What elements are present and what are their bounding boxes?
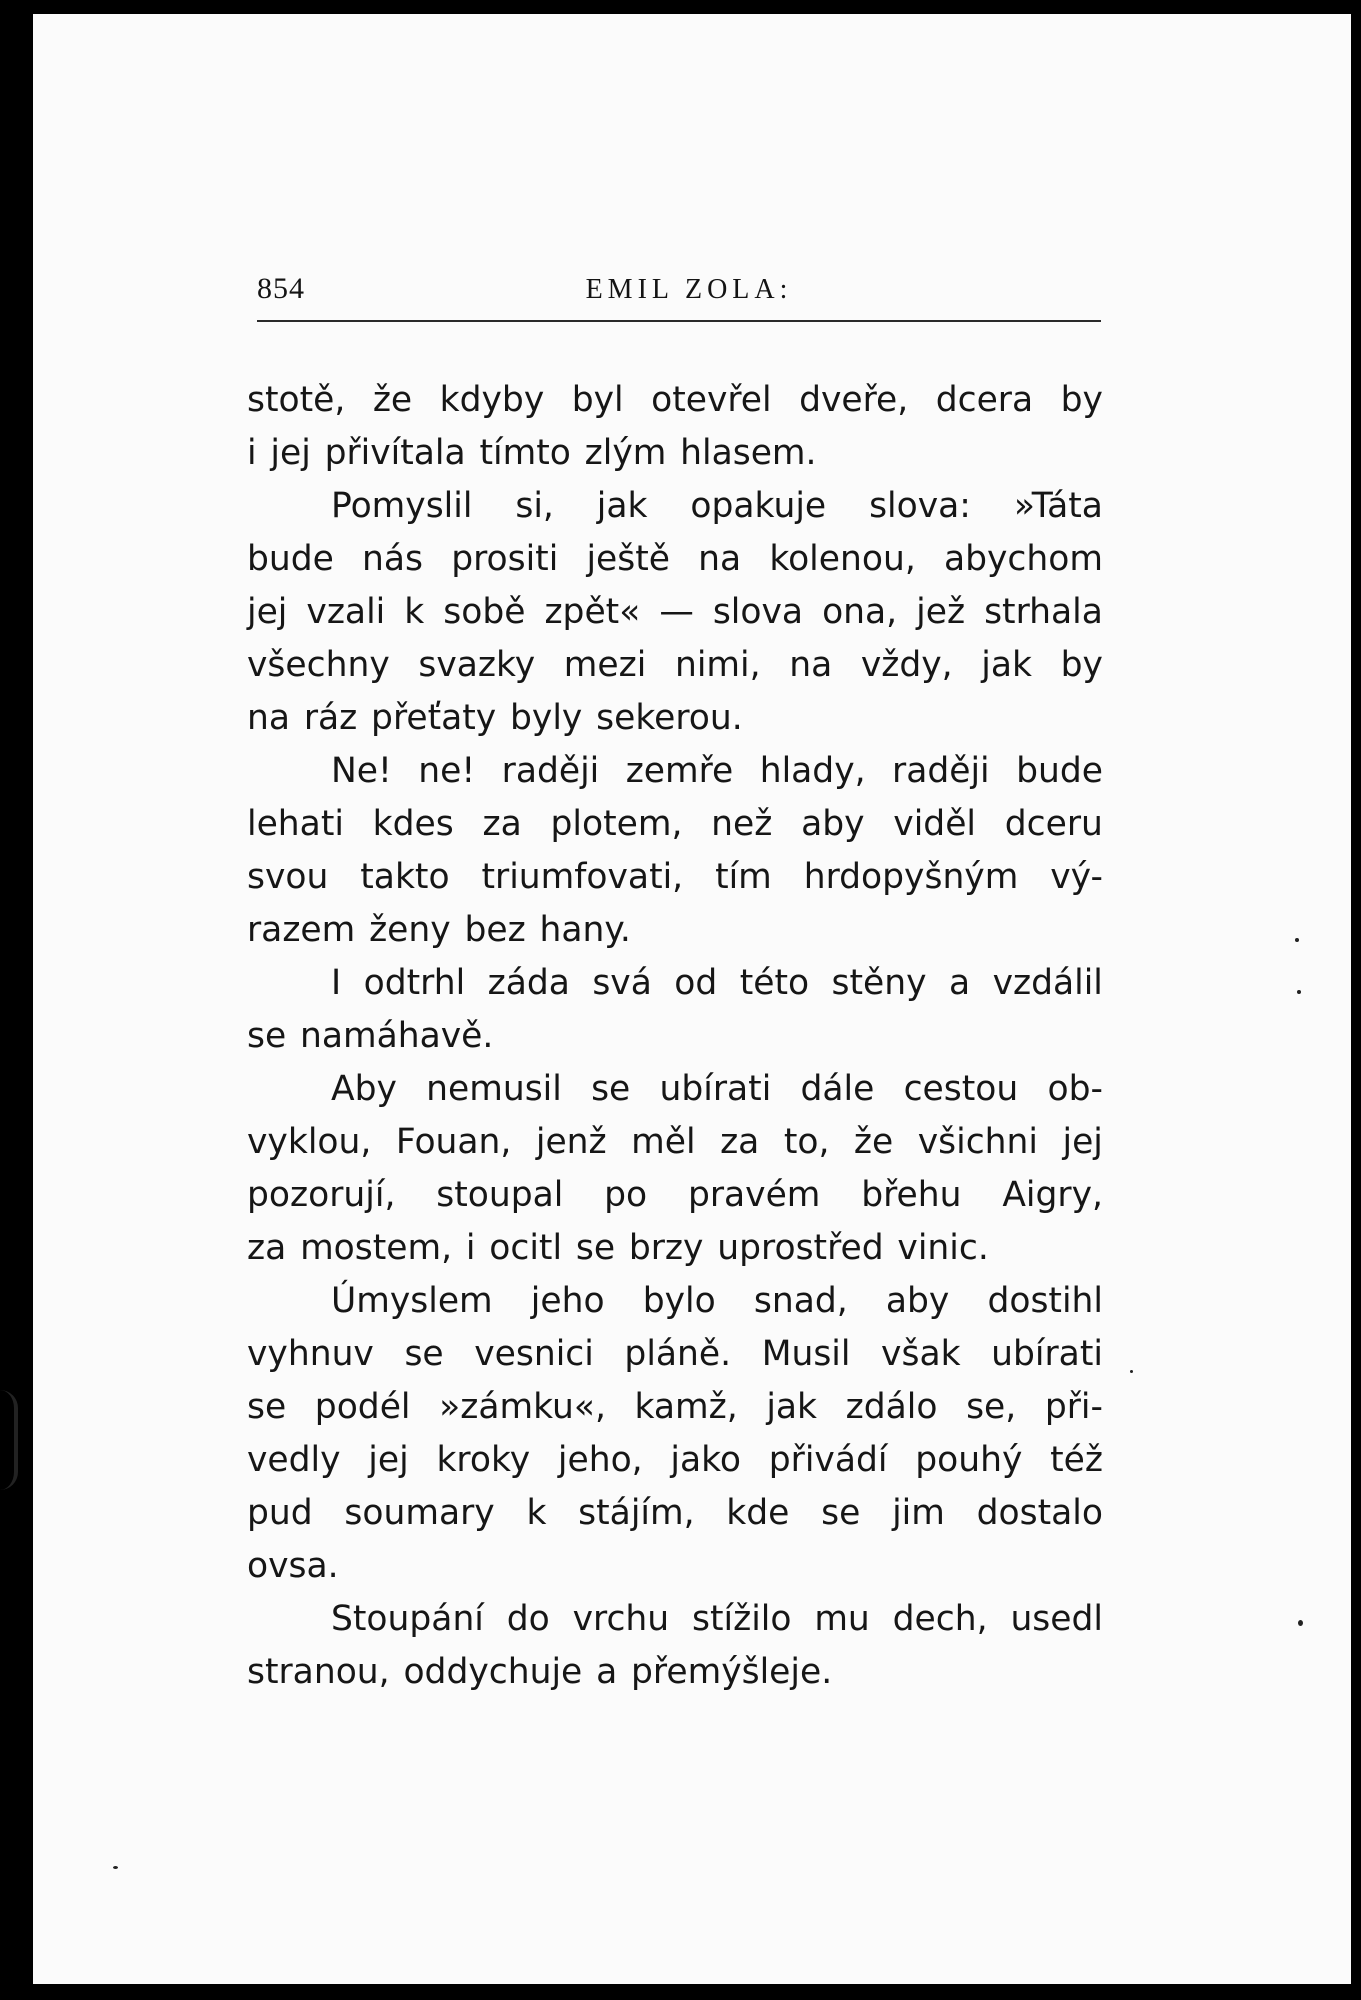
word: se xyxy=(591,1069,631,1109)
word: na xyxy=(247,698,291,738)
word: hrdopyšným xyxy=(803,857,1019,897)
word: jeho, xyxy=(557,1440,643,1480)
word: cestou xyxy=(903,1069,1019,1109)
text-line xyxy=(247,1116,1103,1169)
word: se xyxy=(247,1016,287,1056)
word: vedly xyxy=(247,1440,341,1480)
word: a xyxy=(948,963,971,1003)
word: Pomyslil xyxy=(331,486,473,526)
word: hlady, xyxy=(759,751,866,791)
word: nás xyxy=(362,539,424,579)
word: stájím, xyxy=(578,1493,695,1533)
word: vý- xyxy=(1050,857,1103,897)
word: sekerou. xyxy=(596,698,743,738)
page-edge-mark xyxy=(0,1390,18,1490)
word: za xyxy=(482,804,522,844)
word: se, xyxy=(966,1387,1017,1427)
word: však xyxy=(881,1334,961,1374)
word: přemýšleje. xyxy=(631,1652,833,1692)
text-line xyxy=(247,851,1103,904)
word: zlým xyxy=(584,433,667,473)
text-line xyxy=(247,692,1103,745)
word: kolenou, xyxy=(769,539,916,579)
word: jak xyxy=(766,1387,818,1427)
word: kdyby xyxy=(439,380,545,420)
running-title: EMIL ZOLA: xyxy=(585,274,793,305)
text-line xyxy=(247,957,1103,1010)
word: byl xyxy=(571,380,624,420)
word: aby xyxy=(801,804,865,844)
word: i xyxy=(465,1228,476,1268)
word: »Táta xyxy=(1013,486,1103,526)
word: snad, xyxy=(753,1281,848,1321)
text-line xyxy=(247,1434,1103,1487)
text-line xyxy=(247,586,1103,639)
word: jak xyxy=(981,645,1032,685)
word: k xyxy=(404,592,425,632)
word: prositi xyxy=(451,539,559,579)
word: dostihl xyxy=(987,1281,1103,1321)
word: k xyxy=(526,1493,547,1533)
text-line xyxy=(247,1646,1103,1699)
word: tím xyxy=(715,857,772,897)
word: všichni xyxy=(917,1122,1038,1162)
word: za xyxy=(720,1122,760,1162)
word: Aby xyxy=(331,1069,397,1109)
word: raději xyxy=(501,751,600,791)
word: že xyxy=(853,1122,894,1162)
word: této xyxy=(739,963,810,1003)
word: vesnici xyxy=(474,1334,594,1374)
word: než xyxy=(711,804,773,844)
page-header xyxy=(257,262,1101,322)
text-line xyxy=(247,1540,1103,1593)
word: přeťaty xyxy=(371,698,497,738)
word: stoupal xyxy=(436,1175,564,1215)
word: usedl xyxy=(1010,1599,1103,1639)
word: Úmyslem xyxy=(331,1281,493,1321)
word: od xyxy=(674,963,718,1003)
speck-mark xyxy=(1295,938,1299,942)
word: Stoupání xyxy=(331,1599,484,1639)
word: přivádí xyxy=(768,1440,888,1480)
word: raději xyxy=(892,751,990,791)
word: se xyxy=(247,1387,287,1427)
text-line xyxy=(247,1328,1103,1381)
text-line xyxy=(247,798,1103,851)
word: dveře, xyxy=(799,380,909,420)
word: všechny xyxy=(247,645,390,685)
word: ob- xyxy=(1047,1069,1103,1109)
word: do xyxy=(506,1599,550,1639)
word: razem xyxy=(247,910,356,950)
word: jenž xyxy=(535,1122,607,1162)
word: stotě, xyxy=(247,380,346,420)
word: opakuje xyxy=(690,486,827,526)
word: hany. xyxy=(539,910,631,950)
word: se xyxy=(575,1228,616,1268)
word: ona, xyxy=(822,592,898,632)
word: tímto xyxy=(479,433,571,473)
word: nemusil xyxy=(426,1069,562,1109)
word: kamž, xyxy=(634,1387,738,1427)
text-line xyxy=(247,427,1103,480)
word: břehu xyxy=(861,1175,962,1215)
word: Fouan, xyxy=(395,1122,512,1162)
word: strhala xyxy=(984,592,1103,632)
word: též xyxy=(1050,1440,1103,1480)
word: vzdálil xyxy=(992,963,1103,1003)
word: ovsa. xyxy=(247,1546,339,1586)
word: a xyxy=(596,1652,618,1692)
word: i xyxy=(247,433,257,473)
word: pud xyxy=(247,1493,313,1533)
word: dostalo xyxy=(976,1493,1103,1533)
word: slova: xyxy=(869,486,971,526)
word: měl xyxy=(631,1122,696,1162)
text-line xyxy=(247,1169,1103,1222)
word: soumary xyxy=(344,1493,495,1533)
word: stranou, xyxy=(247,1652,390,1692)
word: jim xyxy=(892,1493,945,1533)
word: svazky xyxy=(418,645,536,685)
word: otevřel xyxy=(651,380,772,420)
word: takto xyxy=(360,857,450,897)
text-line xyxy=(247,745,1103,798)
word: se xyxy=(404,1334,444,1374)
text-line xyxy=(247,1222,1103,1275)
word: viděl xyxy=(893,804,977,844)
word: podél xyxy=(314,1387,411,1427)
text-line xyxy=(247,480,1103,533)
word: by xyxy=(1060,380,1103,420)
word: vzali xyxy=(306,592,386,632)
word: brzy xyxy=(628,1228,704,1268)
text-line xyxy=(247,1010,1103,1063)
word: bude xyxy=(1016,751,1103,791)
word: pláně. xyxy=(624,1334,732,1374)
word: pouhý xyxy=(915,1440,1023,1480)
word: přivítala xyxy=(324,433,466,473)
word: Aigry, xyxy=(1002,1175,1103,1215)
word: kdes xyxy=(372,804,454,844)
speck-mark xyxy=(113,1866,118,1869)
word: dcera xyxy=(935,380,1034,420)
word: Ne! xyxy=(331,751,392,791)
text-line xyxy=(247,1275,1103,1328)
word: ještě xyxy=(586,539,670,579)
word: odtrhl xyxy=(363,963,466,1003)
word: sobě xyxy=(443,592,526,632)
word: na xyxy=(789,645,833,685)
word: »zámku«, xyxy=(439,1387,606,1427)
word: stěny xyxy=(831,963,927,1003)
word: vyklou, xyxy=(247,1122,372,1162)
word: záda xyxy=(487,963,570,1003)
text-line xyxy=(247,1381,1103,1434)
speck-mark xyxy=(1130,1370,1133,1373)
text-line xyxy=(247,1593,1103,1646)
word: oddychuje xyxy=(403,1652,583,1692)
text-line xyxy=(247,1487,1103,1540)
word: zpět« xyxy=(544,592,641,632)
word: jej xyxy=(270,433,311,473)
text-line xyxy=(247,1063,1103,1116)
word: jej xyxy=(368,1440,409,1480)
word: plotem, xyxy=(550,804,683,844)
word: namáhavě. xyxy=(300,1016,494,1056)
word: jak xyxy=(596,486,648,526)
header-rule xyxy=(257,320,1101,322)
word: dále xyxy=(800,1069,875,1109)
word: hlasem. xyxy=(680,433,817,473)
word: kroky xyxy=(436,1440,531,1480)
word: mezi xyxy=(563,645,647,685)
body-text xyxy=(247,374,1103,1699)
word: ubírati xyxy=(991,1334,1103,1374)
word: pravém xyxy=(687,1175,821,1215)
speck-mark xyxy=(1297,990,1301,994)
word: lehati xyxy=(247,804,344,844)
word: jej xyxy=(247,592,288,632)
word: zdálo xyxy=(845,1387,938,1427)
speck-mark xyxy=(1298,1620,1303,1626)
word: jeho xyxy=(530,1281,605,1321)
word: vinic. xyxy=(897,1228,989,1268)
word: se xyxy=(821,1493,861,1533)
word: triumfovati, xyxy=(481,857,684,897)
word: vždy, xyxy=(860,645,953,685)
page-number: 854 xyxy=(257,272,305,305)
word: dceru xyxy=(1004,804,1103,844)
word: pozorují, xyxy=(247,1175,396,1215)
word: ocitl xyxy=(489,1228,563,1268)
word: byly xyxy=(510,698,583,738)
word: po xyxy=(604,1175,648,1215)
word: aby xyxy=(885,1281,950,1321)
word: vrchu xyxy=(572,1599,670,1639)
word: jej xyxy=(1062,1122,1103,1162)
word: I xyxy=(331,963,342,1003)
text-line xyxy=(247,904,1103,957)
word: slova xyxy=(712,592,804,632)
word: to, xyxy=(783,1122,830,1162)
word: bez xyxy=(464,910,526,950)
word: dech, xyxy=(892,1599,988,1639)
word: nimi, xyxy=(674,645,761,685)
word: ne! xyxy=(418,751,476,791)
word: za xyxy=(247,1228,287,1268)
word: bude xyxy=(247,539,334,579)
word: bylo xyxy=(642,1281,716,1321)
word: jež xyxy=(916,592,966,632)
word: že xyxy=(372,380,413,420)
word: mu xyxy=(814,1599,870,1639)
word: ženy xyxy=(369,910,451,950)
word: by xyxy=(1060,645,1103,685)
word: zemře xyxy=(625,751,734,791)
text-line xyxy=(247,639,1103,692)
word: ráz xyxy=(303,698,358,738)
word: na xyxy=(698,539,742,579)
word: stížilo xyxy=(692,1599,792,1639)
word: — xyxy=(659,592,694,632)
word: kde xyxy=(726,1493,790,1533)
word: mostem, xyxy=(300,1228,453,1268)
text-line xyxy=(247,533,1103,586)
word: svá xyxy=(592,963,652,1003)
word: abychom xyxy=(943,539,1103,579)
word: svou xyxy=(247,857,329,897)
word: uprostřed xyxy=(717,1228,884,1268)
text-line xyxy=(247,374,1103,427)
word: si, xyxy=(515,486,554,526)
word: ubírati xyxy=(659,1069,772,1109)
word: vyhnuv xyxy=(247,1334,374,1374)
word: při- xyxy=(1044,1387,1103,1427)
word: jako xyxy=(670,1440,741,1480)
word: Musil xyxy=(761,1334,851,1374)
